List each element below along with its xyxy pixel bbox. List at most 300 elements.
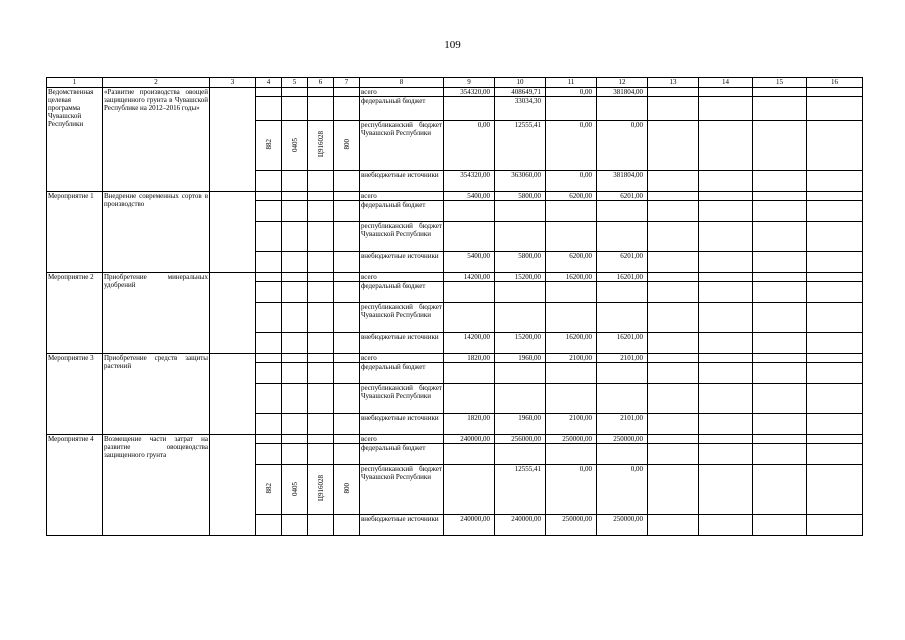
budget-code-cell (282, 222, 308, 252)
amount-cell: 408649,71 (495, 88, 546, 97)
empty-cell (753, 201, 807, 222)
responsible-cell (210, 435, 256, 536)
program-name-cell: Ведомственная целевая программа Чувашской Республики (47, 88, 103, 192)
empty-cell (807, 252, 863, 273)
amount-cell (495, 201, 546, 222)
amount-cell (597, 97, 648, 121)
budget-code-cell (308, 97, 334, 121)
budget-code-cell (334, 384, 360, 414)
empty-cell (753, 171, 807, 192)
budget-code-cell (308, 384, 334, 414)
amount-cell: 33034,30 (495, 97, 546, 121)
budget-code-cell (308, 303, 334, 333)
empty-cell (807, 333, 863, 354)
amount-cell: 381804,00 (597, 88, 648, 97)
empty-cell (807, 444, 863, 465)
column-number: 6 (308, 78, 334, 88)
column-number: 5 (282, 78, 308, 88)
empty-cell (699, 354, 753, 363)
amount-cell: 240000,00 (495, 515, 546, 536)
budget-code-cell (308, 515, 334, 536)
amount-cell (444, 384, 495, 414)
budget-code-cell (334, 414, 360, 435)
empty-cell (699, 121, 753, 171)
empty-cell (753, 354, 807, 363)
empty-cell (648, 171, 699, 192)
funding-source-label: всего (360, 435, 444, 444)
budget-code-cell (308, 465, 334, 515)
amount-cell: 363060,00 (495, 171, 546, 192)
amount-cell: 16200,00 (546, 333, 597, 354)
empty-cell (753, 444, 807, 465)
empty-cell (699, 97, 753, 121)
amount-cell (444, 465, 495, 515)
responsible-cell (210, 192, 256, 273)
budget-code-cell (334, 88, 360, 97)
empty-cell (807, 97, 863, 121)
empty-cell (753, 435, 807, 444)
budget-code-cell (282, 515, 308, 536)
budget-code-cell (334, 273, 360, 282)
budget-code-section: 0405 (290, 137, 299, 152)
funding-source-label: федеральный бюджет (360, 363, 444, 384)
budget-code-cell (334, 252, 360, 273)
empty-cell (807, 222, 863, 252)
budget-code-cell (334, 354, 360, 363)
budget-code-cell (256, 354, 282, 363)
budget-code-cell (256, 303, 282, 333)
empty-cell (648, 282, 699, 303)
amount-cell (597, 444, 648, 465)
program-description-cell: Возмещение части затрат на развитие овощеводства защищенного грунта (103, 435, 210, 536)
amount-cell: 6201,00 (597, 192, 648, 201)
amount-cell: 0,00 (546, 171, 597, 192)
budget-code-cell (282, 414, 308, 435)
funding-source-label: всего (360, 354, 444, 363)
budget-code-cell (282, 121, 308, 171)
budget-code-cell (256, 282, 282, 303)
budget-code-cell (256, 201, 282, 222)
amount-cell: 0,00 (597, 121, 648, 171)
column-number: 9 (444, 78, 495, 88)
responsible-cell (210, 354, 256, 435)
empty-cell (699, 515, 753, 536)
empty-cell (699, 414, 753, 435)
empty-cell (807, 435, 863, 444)
empty-cell (648, 201, 699, 222)
empty-cell (807, 303, 863, 333)
budget-code-cell (308, 414, 334, 435)
column-number: 11 (546, 78, 597, 88)
empty-cell (699, 192, 753, 201)
amount-cell: 14200,00 (444, 273, 495, 282)
empty-cell (753, 222, 807, 252)
amount-cell: 1820,00 (444, 354, 495, 363)
budget-code-cell (334, 201, 360, 222)
budget-code-cell (282, 384, 308, 414)
empty-cell (648, 363, 699, 384)
budget-code-cell (256, 444, 282, 465)
empty-cell (699, 363, 753, 384)
table-row (47, 192, 863, 201)
empty-cell (699, 384, 753, 414)
empty-cell (807, 88, 863, 97)
funding-source-label: внебюджетные источники (360, 414, 444, 435)
empty-cell (648, 303, 699, 333)
amount-cell: 15200,00 (495, 333, 546, 354)
amount-cell: 6201,00 (597, 252, 648, 273)
empty-cell (648, 252, 699, 273)
budget-code-cell (282, 444, 308, 465)
amount-cell (444, 201, 495, 222)
amount-cell (546, 444, 597, 465)
budget-code-cell (308, 354, 334, 363)
empty-cell (807, 465, 863, 515)
amount-cell: 0,00 (546, 465, 597, 515)
amount-cell: 12555,41 (495, 121, 546, 171)
funding-source-label: республиканский бюджет Чувашской Республики (360, 222, 444, 252)
funding-source-label: республиканский бюджет Чувашской Республики (360, 303, 444, 333)
program-description-cell: «Развитие производства овощей защищенного грунта в Чувашской Республике на 2012–2016 годы» (103, 88, 210, 192)
funding-source-label: всего (360, 273, 444, 282)
budget-table (46, 77, 863, 536)
amount-cell (597, 303, 648, 333)
budget-code-cell (334, 363, 360, 384)
amount-cell: 240000,00 (444, 515, 495, 536)
empty-cell (753, 333, 807, 354)
amount-cell: 16201,00 (597, 333, 648, 354)
amount-cell (546, 222, 597, 252)
empty-cell (648, 435, 699, 444)
amount-cell: 250000,00 (546, 515, 597, 536)
empty-cell (699, 201, 753, 222)
table-row (47, 273, 863, 282)
amount-cell (444, 303, 495, 333)
budget-code-target: Ц916028 (316, 475, 325, 502)
budget-code-type: 800 (342, 483, 351, 494)
funding-source-label: федеральный бюджет (360, 444, 444, 465)
amount-cell (597, 282, 648, 303)
budget-code-cell (256, 363, 282, 384)
amount-cell (495, 384, 546, 414)
empty-cell (753, 192, 807, 201)
amount-cell: 5800,00 (495, 252, 546, 273)
budget-code-cell (308, 444, 334, 465)
amount-cell: 1820,00 (444, 414, 495, 435)
budget-code-type: 800 (342, 139, 351, 150)
budget-code-cell (334, 222, 360, 252)
empty-cell (753, 515, 807, 536)
amount-cell: 381804,00 (597, 171, 648, 192)
amount-cell: 250000,00 (597, 515, 648, 536)
budget-code-cell (308, 273, 334, 282)
responsible-cell (210, 273, 256, 354)
empty-cell (699, 171, 753, 192)
column-number: 1 (47, 78, 103, 88)
empty-cell (699, 88, 753, 97)
budget-code-cell (308, 363, 334, 384)
empty-cell (699, 333, 753, 354)
amount-cell: 2101,00 (597, 414, 648, 435)
budget-code-cell (334, 121, 360, 171)
budget-code-cell (282, 363, 308, 384)
budget-code-cell (256, 435, 282, 444)
amount-cell: 6200,00 (546, 252, 597, 273)
empty-cell (699, 435, 753, 444)
empty-cell (807, 363, 863, 384)
program-description-cell: Внедрение современных сортов в производство (103, 192, 210, 273)
amount-cell: 0,00 (546, 88, 597, 97)
empty-cell (753, 252, 807, 273)
budget-code-cell (256, 192, 282, 201)
empty-cell (753, 363, 807, 384)
empty-cell (753, 121, 807, 171)
budget-code-cell (334, 192, 360, 201)
budget-code-cell (308, 192, 334, 201)
amount-cell: 240000,00 (444, 435, 495, 444)
empty-cell (699, 282, 753, 303)
empty-cell (807, 515, 863, 536)
funding-source-label: внебюджетные источники (360, 515, 444, 536)
responsible-cell (210, 88, 256, 192)
column-number-row (47, 78, 863, 88)
empty-cell (648, 444, 699, 465)
budget-code-cell (334, 465, 360, 515)
amount-cell (546, 384, 597, 414)
program-name-cell: Мероприятие 1 (47, 192, 103, 273)
empty-cell (753, 414, 807, 435)
amount-cell: 15200,00 (495, 273, 546, 282)
amount-cell: 16200,00 (546, 273, 597, 282)
funding-source-label: федеральный бюджет (360, 97, 444, 121)
amount-cell: 5400,00 (444, 252, 495, 273)
column-number: 14 (699, 78, 753, 88)
column-number: 8 (360, 78, 444, 88)
budget-code-cell (308, 88, 334, 97)
empty-cell (648, 192, 699, 201)
funding-source-label: федеральный бюджет (360, 282, 444, 303)
amount-cell: 5800,00 (495, 192, 546, 201)
budget-code-cell (256, 273, 282, 282)
program-name-cell: Мероприятие 4 (47, 435, 103, 536)
budget-code-cell (308, 171, 334, 192)
amount-cell: 250000,00 (597, 435, 648, 444)
budget-code-cell (256, 384, 282, 414)
budget-code-cell (334, 515, 360, 536)
funding-source-label: республиканский бюджет Чувашской Республики (360, 121, 444, 171)
budget-code-cell (256, 97, 282, 121)
budget-code-cell (282, 273, 308, 282)
funding-source-label: внебюджетные источники (360, 252, 444, 273)
empty-cell (699, 273, 753, 282)
budget-code-section: 0405 (290, 481, 299, 496)
budget-code-cell (282, 303, 308, 333)
amount-cell (597, 384, 648, 414)
empty-cell (807, 171, 863, 192)
column-number: 7 (334, 78, 360, 88)
program-description-cell: Приобретение средств защиты растений (103, 354, 210, 435)
budget-code-cell (256, 171, 282, 192)
empty-cell (753, 97, 807, 121)
funding-source-label: всего (360, 88, 444, 97)
table-row (47, 435, 863, 444)
amount-cell: 256000,00 (495, 435, 546, 444)
program-name-cell: Мероприятие 2 (47, 273, 103, 354)
amount-cell (546, 97, 597, 121)
program-description-cell: Приобретение минеральных удобрений (103, 273, 210, 354)
empty-cell (753, 88, 807, 97)
budget-code-cell (256, 414, 282, 435)
budget-code-cell (282, 435, 308, 444)
budget-code-cell (282, 465, 308, 515)
amount-cell: 1960,00 (495, 414, 546, 435)
empty-cell (807, 192, 863, 201)
funding-source-label: внебюджетные источники (360, 333, 444, 354)
amount-cell (495, 222, 546, 252)
amount-cell: 354320,00 (444, 171, 495, 192)
empty-cell (807, 282, 863, 303)
amount-cell: 250000,00 (546, 435, 597, 444)
funding-source-label: республиканский бюджет Чувашской Республики (360, 465, 444, 515)
amount-cell: 6200,00 (546, 192, 597, 201)
budget-code-cell (256, 465, 282, 515)
budget-code-cell (308, 333, 334, 354)
budget-code-cell (282, 201, 308, 222)
column-number: 3 (210, 78, 256, 88)
budget-code-cell (334, 333, 360, 354)
budget-code-cell (308, 222, 334, 252)
budget-code-grbs: 882 (264, 139, 273, 150)
funding-source-label: республиканский бюджет Чувашской Республики (360, 384, 444, 414)
empty-cell (648, 121, 699, 171)
empty-cell (648, 414, 699, 435)
amount-cell: 5400,00 (444, 192, 495, 201)
empty-cell (648, 354, 699, 363)
table-row (47, 88, 863, 97)
budget-code-cell (334, 303, 360, 333)
page-number: 109 (444, 39, 461, 51)
amount-cell: 0,00 (546, 121, 597, 171)
budget-code-cell (334, 444, 360, 465)
amount-cell: 0,00 (444, 121, 495, 171)
empty-cell (699, 444, 753, 465)
budget-code-cell (282, 171, 308, 192)
empty-cell (753, 384, 807, 414)
funding-source-label: федеральный бюджет (360, 201, 444, 222)
amount-cell (546, 282, 597, 303)
program-name-cell: Мероприятие 3 (47, 354, 103, 435)
amount-cell: 2100,00 (546, 414, 597, 435)
budget-code-grbs: 882 (264, 483, 273, 494)
column-number: 10 (495, 78, 546, 88)
empty-cell (807, 121, 863, 171)
column-number: 4 (256, 78, 282, 88)
amount-cell: 1960,00 (495, 354, 546, 363)
amount-cell: 14200,00 (444, 333, 495, 354)
budget-code-cell (282, 88, 308, 97)
budget-code-target: Ц916028 (316, 131, 325, 158)
amount-cell: 2101,00 (597, 354, 648, 363)
funding-source-label: внебюджетные источники (360, 171, 444, 192)
amount-cell (546, 201, 597, 222)
table-row (47, 354, 863, 363)
column-number: 2 (103, 78, 210, 88)
amount-cell (495, 303, 546, 333)
amount-cell: 16201,00 (597, 273, 648, 282)
budget-code-cell (256, 515, 282, 536)
empty-cell (753, 465, 807, 515)
budget-code-cell (256, 121, 282, 171)
amount-cell (444, 444, 495, 465)
empty-cell (648, 515, 699, 536)
budget-code-cell (256, 222, 282, 252)
amount-cell (495, 363, 546, 384)
empty-cell (807, 414, 863, 435)
amount-cell (546, 303, 597, 333)
budget-code-cell (282, 354, 308, 363)
budget-code-cell (308, 201, 334, 222)
empty-cell (648, 88, 699, 97)
amount-cell (597, 222, 648, 252)
empty-cell (807, 384, 863, 414)
column-number: 15 (753, 78, 807, 88)
amount-cell (444, 97, 495, 121)
funding-source-label: всего (360, 192, 444, 201)
amount-cell (444, 222, 495, 252)
empty-cell (807, 273, 863, 282)
column-number: 12 (597, 78, 648, 88)
amount-cell (444, 282, 495, 303)
budget-code-cell (282, 252, 308, 273)
empty-cell (699, 222, 753, 252)
empty-cell (753, 273, 807, 282)
column-number: 16 (807, 78, 863, 88)
budget-code-cell (334, 171, 360, 192)
budget-code-cell (282, 333, 308, 354)
amount-cell (546, 363, 597, 384)
empty-cell (699, 465, 753, 515)
amount-cell (444, 363, 495, 384)
amount-cell (597, 201, 648, 222)
empty-cell (648, 384, 699, 414)
budget-code-cell (308, 252, 334, 273)
empty-cell (699, 252, 753, 273)
amount-cell: 0,00 (597, 465, 648, 515)
amount-cell (597, 363, 648, 384)
empty-cell (807, 201, 863, 222)
budget-code-cell (282, 192, 308, 201)
budget-code-cell (334, 97, 360, 121)
budget-code-cell (256, 252, 282, 273)
empty-cell (699, 303, 753, 333)
empty-cell (648, 97, 699, 121)
budget-code-cell (256, 88, 282, 97)
empty-cell (753, 303, 807, 333)
budget-code-cell (334, 435, 360, 444)
empty-cell (648, 333, 699, 354)
amount-cell: 2100,00 (546, 354, 597, 363)
budget-code-cell (282, 97, 308, 121)
amount-cell (495, 444, 546, 465)
amount-cell (495, 282, 546, 303)
amount-cell: 354320,00 (444, 88, 495, 97)
budget-code-cell (308, 282, 334, 303)
empty-cell (648, 222, 699, 252)
empty-cell (807, 354, 863, 363)
budget-code-cell (334, 282, 360, 303)
amount-cell: 12555,41 (495, 465, 546, 515)
empty-cell (648, 273, 699, 282)
